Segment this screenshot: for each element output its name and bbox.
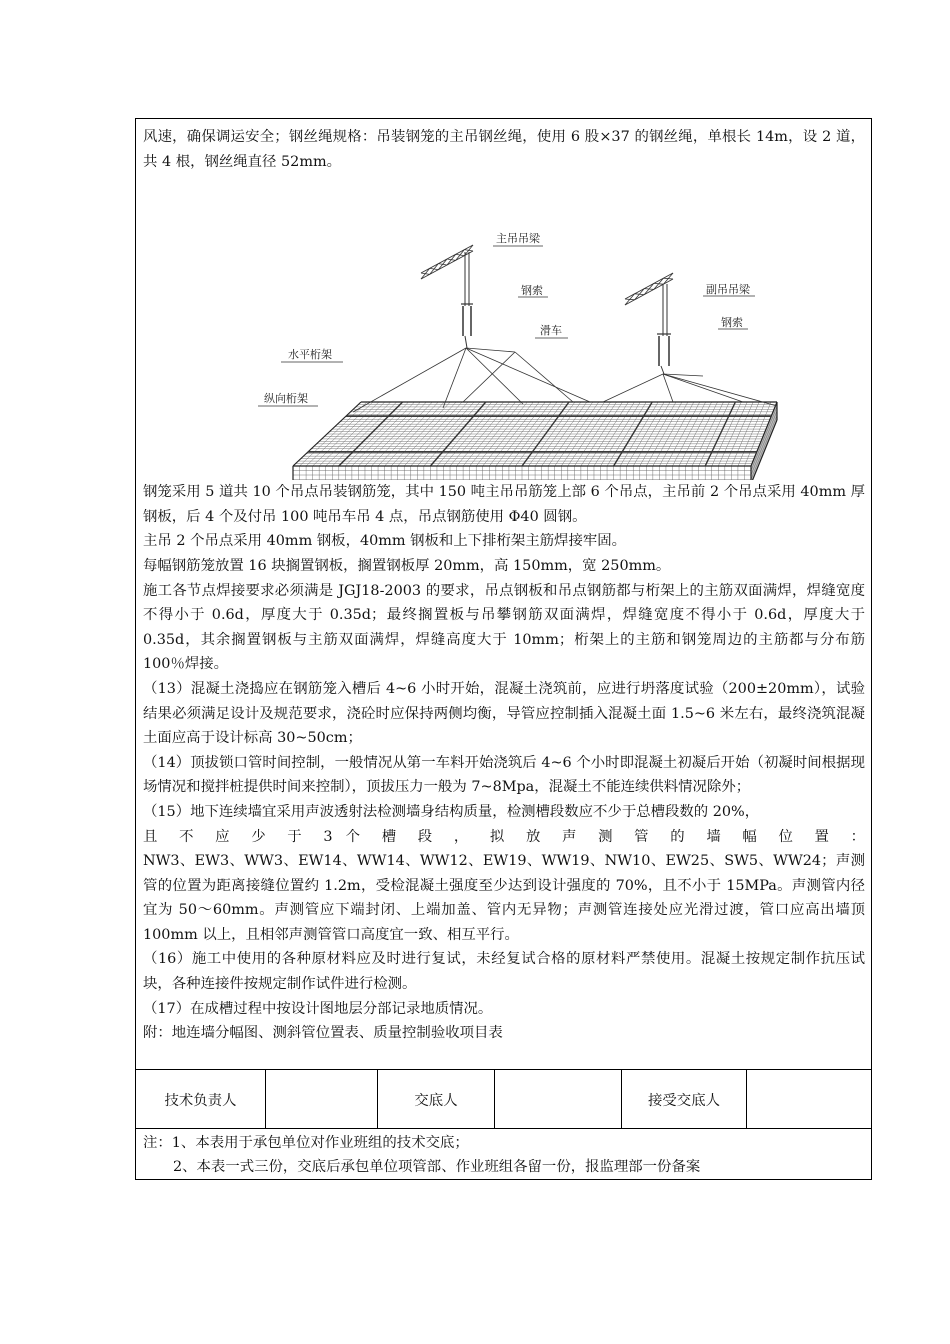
- form-body: [143, 125, 865, 1046]
- tech-lead-label: 技术负责人: [136, 1070, 266, 1128]
- paragraph-item-15-line2: 且 不 应 少 于 3 个 槽 段 ， 拟 放 声 测 管 的 墙 幅 位 置 ：: [143, 828, 865, 845]
- paragraph-welding: 施工各节点焊接要求必须满是 JGJ18-2003 的要求，吊点钢板和吊点钢筋都与桁架上的主筋双面满焊，焊缝宽度不得小于 0.6d，厚度大于 0.35d；最终搁置板与吊攀钢筋双面满焊，焊缝宽度不得小于 0.6d，厚度大于 0.35d，其余搁置钢板与主筋双面满焊，焊缝高度大于 10mm；桁架上的主筋和钢笼周边的主筋都与分布筋 100％焊接。: [143, 582, 865, 673]
- note-2: 2、本表一式三份，交底后承包单位项管部、作业班组各留一份，报监理部一份备案: [173, 1159, 701, 1175]
- rigging-drawing: [353, 245, 777, 412]
- paragraph-item-15-line1: （15）地下连续墙宜采用声波透射法检测墙身结构质量，检测槽段数应不少于总槽段数的 20%，: [143, 803, 760, 820]
- label-longitudinal-truss: 纵向桁架: [264, 392, 308, 406]
- paragraph-rest-plates: 每幅钢筋笼放置 16 块搁置钢板，搁置钢板厚 20mm，高 150mm，宽 250mm。: [143, 557, 671, 574]
- steel-cage-drawing: [293, 402, 777, 480]
- receiver-label: 接受交底人: [622, 1070, 747, 1128]
- discloser-label: 交底人: [378, 1070, 495, 1128]
- lifting-diagram: [143, 176, 865, 480]
- discloser-signature[interactable]: [495, 1070, 622, 1128]
- label-main-beam: 主吊吊梁: [496, 232, 540, 246]
- paragraph-attachment: 附：地连墙分幅图、测斜管位置表、质量控制验收项目表: [143, 1025, 503, 1042]
- paragraph-item-14: （14）顶拔锁口管时间控制，一般情况从第一车料开始浇筑后 4~6 个小时即混凝土初凝后开始（初凝时间根据现场情况和搅拌桩提供时间来控制），顶拔压力一般为 7~8Mpa，混凝土不能连续供料情况除外；: [143, 754, 865, 796]
- note-1: 注：1、本表用于承包单位对作业班组的技术交底；: [143, 1135, 469, 1151]
- paragraph-item-17: （17）在成槽过程中按设计图地层分部记录地质情况。: [143, 1000, 493, 1017]
- label-cable-1: 钢索: [521, 284, 543, 298]
- label-horizontal-truss: 水平桁架: [288, 348, 332, 362]
- label-aux-beam: 副吊吊梁: [706, 283, 750, 297]
- paragraph-main-lift: 主吊 2 个吊点采用 40mm 钢板，40mm 钢板和上下排桁架主筋焊接牢固。: [143, 533, 627, 550]
- label-cable-2: 钢索: [721, 316, 743, 330]
- label-pulley: 滑车: [540, 324, 562, 338]
- tech-lead-signature[interactable]: [266, 1070, 378, 1128]
- paragraph-item-13: （13）混凝土浇捣应在钢筋笼入槽后 4~6 小时开始，混凝土浇筑前，应进行坍落度试验（200±20mm），试验结果必须满足设计及规范要求，浇砼时应保持两侧均衡，导管应控制插入混凝土面 1.5~6 米左右，最终浇筑混凝土面应高于设计标高 30~50cm；: [143, 680, 865, 747]
- paragraph-item-16: （16）施工中使用的各种原材料应及时进行复试，未经复试合格的原材料严禁使用。混凝土按规定制作抗压试块，各种连接件按规定制作试件进行检测。: [143, 951, 865, 993]
- receiver-signature[interactable]: [747, 1070, 871, 1128]
- paragraph-item-15-rest: NW3、EW3、WW3、EW14、WW14、WW12、EW19、WW19、NW10、EW25、SW5、WW24；声测管的位置为距离接缝位置约 1.2m，受检混凝土强度至少达到设计强度的 70%，且不小于 15MPa。声测管内径宜为 50～60mm。声测管应下端封闭、上端加盖、管内无异物；声测管连接处应光滑过渡，管口应高出墙顶 100mm 以上，且相邻声测管管口高度宜一致、相互平行。: [143, 853, 865, 943]
- paragraph-wire-rope: 风速，确保调运安全；钢丝绳规格：吊装钢笼的主吊钢丝绳，使用 6 股×37 的钢丝绳，单根长 14m，设 2 道，共 4 根，钢丝绳直径 52mm。: [143, 129, 865, 170]
- disclosure-form: [135, 118, 872, 1180]
- notes: [143, 1131, 865, 1179]
- lifting-diagram-svg: [143, 176, 865, 480]
- signature-row: [136, 1069, 871, 1129]
- paragraph-lifting-points: 钢笼采用 5 道共 10 个吊点吊装钢筋笼，其中 150 吨主吊吊筋笼上部 6 个吊点，主吊前 2 个吊点采用 40mm 厚钢板，后 4 个及付吊 100 吨吊车吊 4 点，吊点钢筋使用 Φ40 圆钢。: [143, 484, 865, 525]
